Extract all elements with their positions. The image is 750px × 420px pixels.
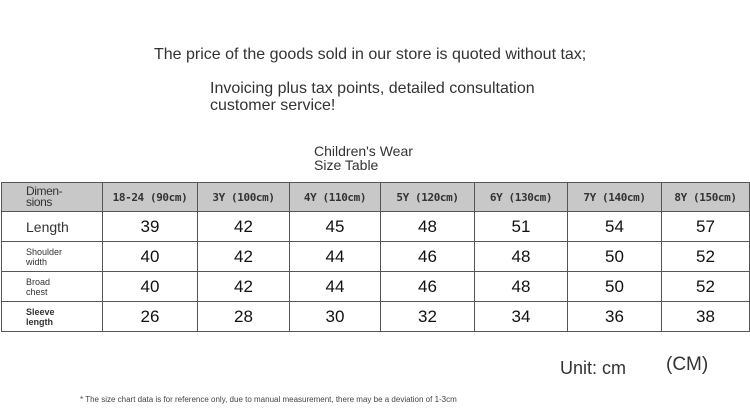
row-label-line: width: [26, 256, 48, 267]
dimensions-header-line-1: Dimen-: [26, 184, 63, 198]
table-cell: 44: [290, 242, 381, 272]
row-label-length: Length: [2, 212, 103, 242]
row-label-broad-chest: [2, 272, 103, 302]
table-cell: 52: [662, 272, 750, 302]
table-cell: 46: [381, 272, 475, 302]
table-cell: 39: [103, 212, 198, 242]
row-label-line: Shoulder: [26, 246, 63, 257]
tax-notice-line-1: The price of the goods sold in our store is quoted without tax;: [154, 46, 587, 63]
table-cell: 50: [568, 242, 662, 272]
row-label-line: Broad: [26, 276, 51, 287]
table-row-broad-chest: [2, 272, 750, 302]
column-header-130cm: 6Y (130cm): [475, 183, 568, 212]
size-table-title: [314, 144, 413, 172]
table-cell: 42: [198, 242, 290, 272]
row-label-line: Sleeve: [26, 306, 55, 317]
table-row-sleeve-length: [2, 302, 750, 332]
table-cell: 44: [290, 272, 381, 302]
header-row: [2, 183, 750, 212]
table-cell: 38: [662, 302, 750, 332]
row-label-line: length: [26, 316, 53, 327]
table-cell: 46: [381, 242, 475, 272]
table-cell: 40: [103, 242, 198, 272]
measurement-disclaimer: * The size chart data is for reference only, due to manual measurement, there may be a deviation of 1-3cm: [80, 395, 457, 404]
table-cell: 26: [103, 302, 198, 332]
table-cell: 52: [662, 242, 750, 272]
table-cell: 57: [662, 212, 750, 242]
dimensions-header-line-2: sions: [26, 195, 53, 209]
table-cell: 28: [198, 302, 290, 332]
table-row-shoulder-width: [2, 242, 750, 272]
dimensions-header: [2, 183, 103, 212]
column-header-120cm: 5Y (120cm): [381, 183, 475, 212]
table-cell: 36: [568, 302, 662, 332]
table-cell: 42: [198, 212, 290, 242]
size-table: [1, 182, 750, 332]
unit-abbreviation: (CM): [666, 354, 709, 375]
table-cell: 48: [381, 212, 475, 242]
table-cell: 42: [198, 272, 290, 302]
size-table-title-line-1: Children's Wear: [314, 143, 413, 159]
row-label-sleeve-length: [2, 302, 103, 332]
table-cell: 50: [568, 272, 662, 302]
column-header-100cm: 3Y (100cm): [198, 183, 290, 212]
table-cell: 45: [290, 212, 381, 242]
table-cell: 32: [381, 302, 475, 332]
table-cell: 48: [475, 272, 568, 302]
table-cell: 54: [568, 212, 662, 242]
table-cell: 40: [103, 272, 198, 302]
size-table-title-line-2: Size Table: [314, 157, 379, 173]
column-header-150cm: 8Y (150cm): [662, 183, 750, 212]
column-header-90cm: 18-24 (90cm): [103, 183, 198, 212]
column-header-110cm: 4Y (110cm): [290, 183, 381, 212]
tax-notice-line-2: Invoicing plus tax points, detailed consultation customer service!: [210, 80, 535, 114]
table-cell: 34: [475, 302, 568, 332]
unit-label: Unit: cm: [560, 358, 627, 378]
row-label-shoulder-width: [2, 242, 103, 272]
table-cell: 30: [290, 302, 381, 332]
column-header-140cm: 7Y (140cm): [568, 183, 662, 212]
row-label-line: chest: [26, 286, 48, 297]
table-cell: 51: [475, 212, 568, 242]
table-row-length: [2, 212, 750, 242]
table-cell: 48: [475, 242, 568, 272]
